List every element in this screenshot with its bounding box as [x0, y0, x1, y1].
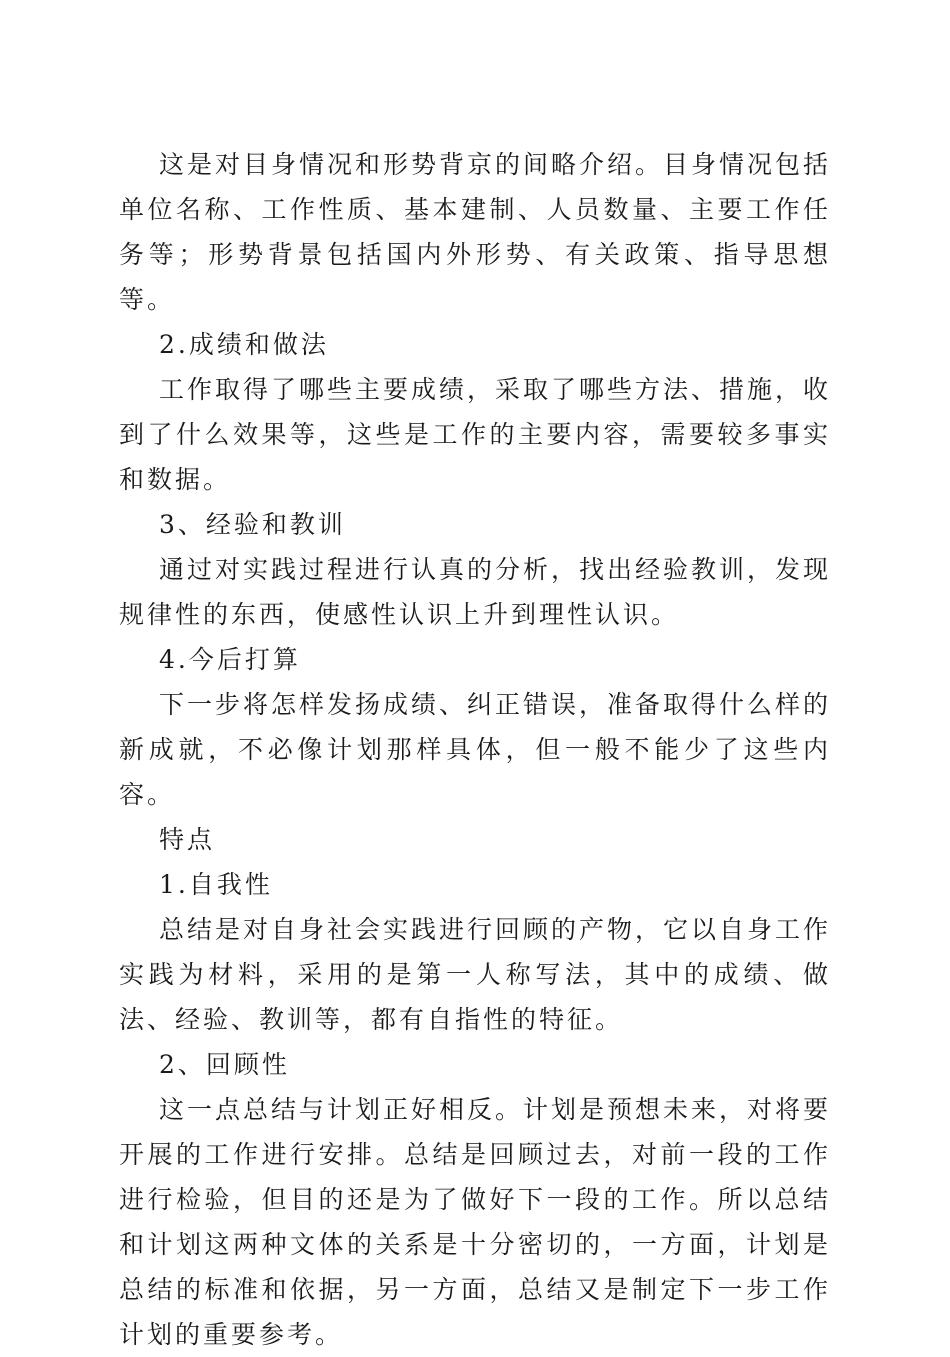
paragraph-lessons: 通过对实践过程进行认真的分析，找出经验教训，发现规律性的东西，使感性认识上升到理性认识。 [119, 555, 832, 629]
document-body [119, 142, 831, 1357]
subheading-self-reference: 1.自我性 [159, 870, 273, 899]
section-heading-future-plans: 4.今后打算 [159, 645, 301, 674]
subheading-retrospective: 2、回顾性 [159, 1050, 290, 1079]
paragraph-background-intro: 这是对目身情况和形势背京的间略介绍。目身情况包括单位名称、工作性质、基本建制、人员数量、主要工作任务等；形势背景包括国内外形势、有关政策、指导思想等。 [119, 150, 832, 314]
paragraph-retrospective: 这一点总结与计划正好相反。计划是预想未来，对将要开展的工作进行安排。总结是回顾过去，对前一段的工作进行检验，但目的还是为了做好下一段的工作。所以总结和计划这两种文体的关系是十分密切的，一方面，计划是总结的标准和依据，另一方面，总结又是制定下一步工作计划的重要参考。 [119, 1095, 832, 1349]
section-heading-features: 特点 [159, 825, 216, 854]
paragraph-achievements: 工作取得了哪些主要成绩，采取了哪些方法、措施，收到了什么效果等，这些是工作的主要内容，需要较多事实和数据。 [119, 375, 832, 494]
section-heading-lessons: 3、经验和教训 [159, 510, 346, 539]
paragraph-self-reference: 总结是对自身社会实践进行回顾的产物，它以自身工作实践为材料，采用的是第一人称写法，其中的成绩、做法、经验、教训等，都有自指性的特征。 [119, 915, 832, 1034]
paragraph-future-plans: 下一步将怎样发扬成绩、纠正错误，准备取得什么样的新成就，不必像计划那样具体，但一般不能少了这些内容。 [119, 690, 832, 809]
section-heading-achievements: 2.成绩和做法 [159, 330, 329, 359]
